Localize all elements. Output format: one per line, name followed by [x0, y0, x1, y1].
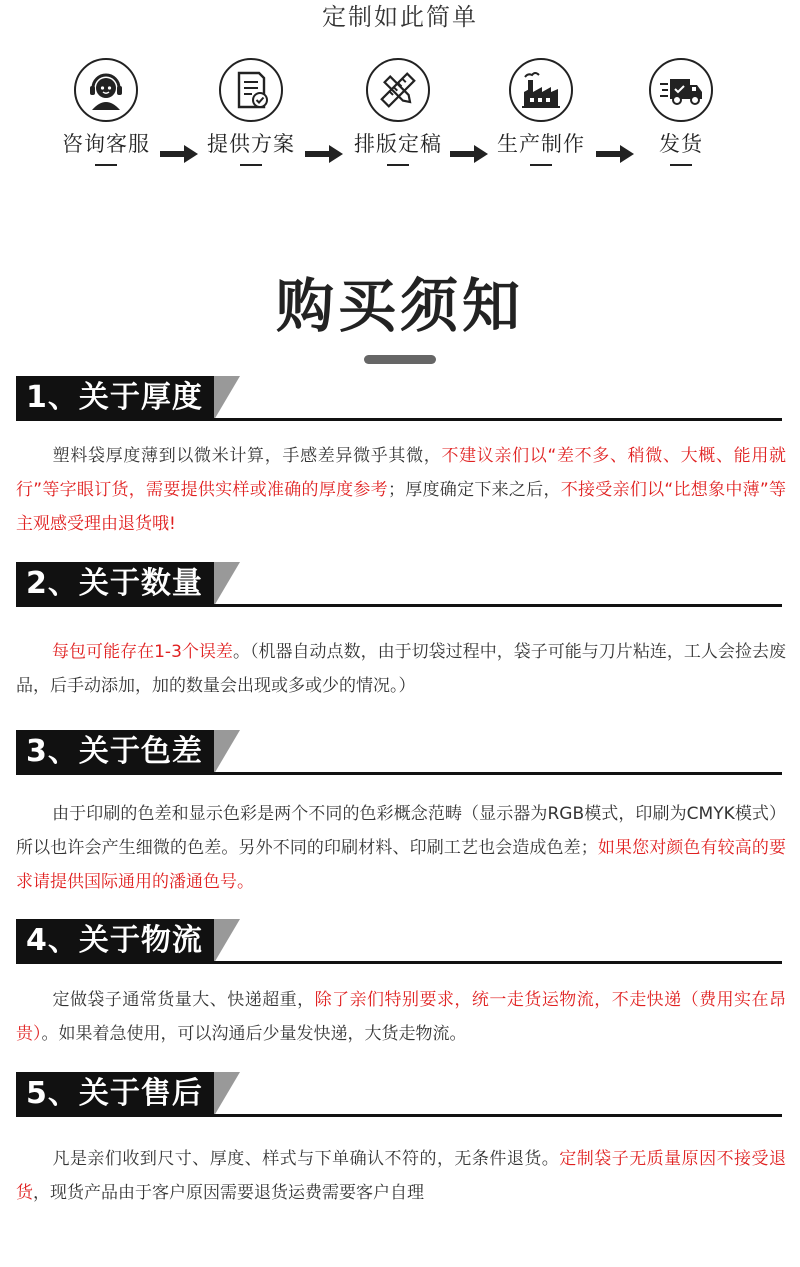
section-heading-after-sales [16, 1072, 782, 1118]
warning-text: 不接受亲们以“比想象中薄”等主观感受理由退货哦! [16, 480, 786, 534]
heading-slant [214, 730, 240, 774]
section-body-color [16, 797, 786, 899]
process-title: 定制如此简单 [322, 3, 478, 31]
body-text: 定做袋子通常货量大、快递超重， [52, 990, 315, 1010]
section-heading-logistics [16, 919, 782, 965]
section-heading-thickness [16, 376, 782, 422]
body-text: ，现货产品由于客户原因需要退货运费需要客户自理 [33, 1183, 424, 1203]
body-text: 塑料袋厚度薄到以微米计算，手感差异微乎其微， [52, 446, 442, 466]
process-steps [0, 58, 800, 178]
step-underline [670, 164, 692, 166]
document-check-icon [219, 58, 283, 122]
step-underline [95, 164, 117, 166]
heading-rule [16, 961, 782, 964]
heading-text: 3、关于色差 [26, 734, 203, 769]
step-underline [530, 164, 552, 166]
warning-text: 如果您对颜色有较高的要求请提供国际通用的潘通色号。 [16, 838, 786, 892]
heading-text: 5、关于售后 [26, 1076, 203, 1111]
step-layout [333, 58, 463, 166]
step-label: 咨询客服 [62, 132, 150, 156]
heading-rule [16, 604, 782, 607]
step-plan [186, 58, 316, 166]
section-body-quantity [16, 635, 786, 703]
step-label: 生产制作 [497, 132, 585, 156]
warning-text: 除了亲们特别要求，统一走货运物流，不走快递（费用实在昂贵） [16, 990, 787, 1044]
step-consult [41, 58, 171, 166]
body-text: ；厚度确定下来之后， [387, 480, 561, 500]
body-text: 。（机器自动点数，由于切袋过程中，袋子可能与刀片粘连，工人会捡去废品，后手动添加，加的数量会出现或多或少的情况。） [16, 642, 786, 696]
section-body-after-sales [16, 1142, 786, 1210]
heading-slant [214, 919, 240, 963]
step-underline [387, 164, 409, 166]
step-label: 提供方案 [207, 132, 295, 156]
warning-text: 每包可能存在1-3个误差 [52, 642, 233, 662]
heading-tab [16, 562, 214, 606]
step-label: 发货 [659, 132, 703, 156]
section-heading-color [16, 730, 782, 776]
body-text: 凡是亲们收到尺寸、厚度、样式与下单确认不符的，无条件退货。 [52, 1149, 560, 1169]
heading-text: 2、关于数量 [26, 566, 203, 601]
factory-icon [509, 58, 573, 122]
heading-slant [214, 376, 240, 420]
step-production [476, 58, 606, 166]
delivery-truck-icon [649, 58, 713, 122]
heading-tab [16, 730, 214, 774]
title-divider [364, 355, 436, 364]
heading-tab [16, 919, 214, 963]
warning-text: 定制袋子无质量原因不接受退货 [16, 1149, 787, 1203]
section-body-thickness [16, 439, 786, 541]
notice-title: 购买须知 [275, 272, 524, 340]
heading-tab [16, 1072, 214, 1116]
section-body-logistics [16, 983, 786, 1051]
design-tools-icon [366, 58, 430, 122]
step-underline [240, 164, 262, 166]
step-label: 排版定稿 [354, 132, 442, 156]
heading-rule [16, 772, 782, 775]
section-heading-quantity [16, 562, 782, 608]
heading-slant [214, 562, 240, 606]
customer-service-icon [74, 58, 138, 122]
heading-rule [16, 1114, 782, 1117]
heading-rule [16, 418, 782, 421]
warning-text: 不建议亲们以“差不多、稍微、大概、能用就行”等字眼订货，需要提供实样或准确的厚度参考 [16, 446, 786, 500]
heading-text: 1、关于厚度 [26, 380, 203, 415]
body-text: 由于印刷的色差和显示色彩是两个不同的色彩概念范畴（显示器为RGB模式，印刷为CMYK模式）所以也许会产生细微的色差。另外不同的印刷材料、印刷工艺也会造成色差； [16, 804, 786, 858]
heading-slant [214, 1072, 240, 1116]
heading-text: 4、关于物流 [26, 923, 203, 958]
step-shipping [616, 58, 746, 166]
body-text: 。如果着急使用，可以沟通后少量发快递，大货走物流。 [41, 1024, 467, 1044]
heading-tab [16, 376, 214, 420]
